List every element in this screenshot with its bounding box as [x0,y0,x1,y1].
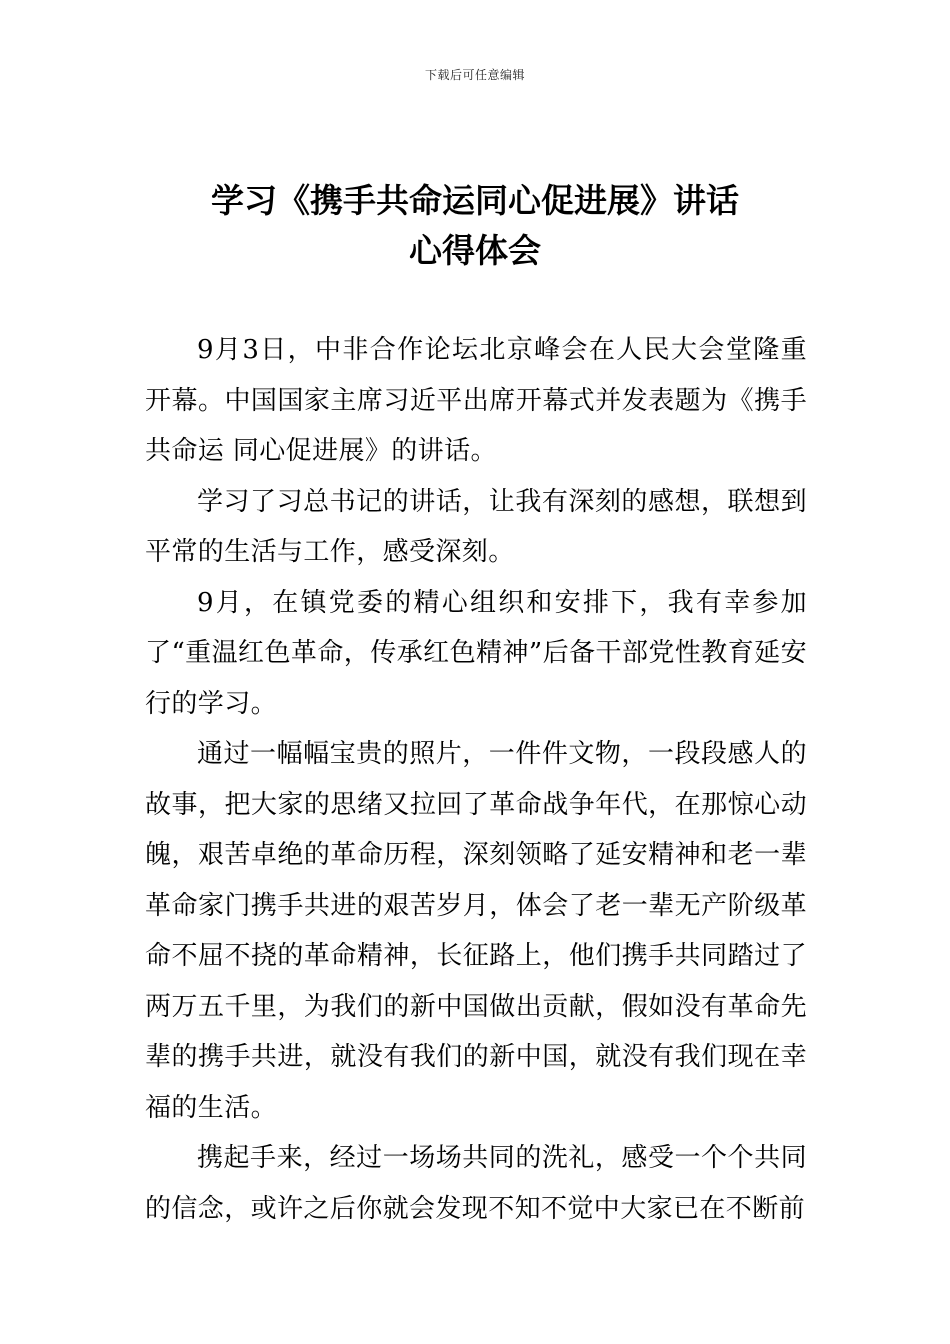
paragraph-1: 9月3日，中非合作论坛北京峰会在人民大会堂隆重开幕。中国国家主席习近平出席开幕式并发表题为《携手共命运 同心促进展》的讲话。 [145,335,807,466]
paragraph-4: 通过一幅幅宝贵的照片，一件件文物，一段段感人的故事，把大家的思绪又拉回了革命战争年代，在那惊心动魄，艰苦卓绝的革命历程，深刻领略了延安精神和老一辈革命家门携手共进的艰苦岁月，体会了老一辈无产阶级革命不屈不挠的革命精神，长征路上，他们携手共同踏过了两万五千里，为我们的新中国做出贡献，假如没有革命先辈的携手共进，就没有我们的新中国，就没有我们现在幸福的生活。 [145,739,807,1123]
paragraph-2: 学习了习总书记的讲话，让我有深刻的感想，联想到平常的生活与工作，感受深刻。 [145,486,807,567]
header-note: 下载后可任意编辑 [424,68,525,82]
paragraph-5: 携起手来，经过一场场共同的洗礼，感受一个个共同的信念，或许之后你就会发现不知不觉中大家已在不断前 [145,1143,807,1224]
document-title [0,176,950,276]
title-line-2: 心得体会 [409,231,541,270]
title-line-1: 学习《携手共命运同心促进展》讲话 [211,181,739,220]
document-body [145,325,807,1234]
paragraph-3: 9月，在镇党委的精心组织和安排下，我有幸参加了“重温红色革命，传承红色精神”后备干部党性教育延安行的学习。 [145,587,807,719]
